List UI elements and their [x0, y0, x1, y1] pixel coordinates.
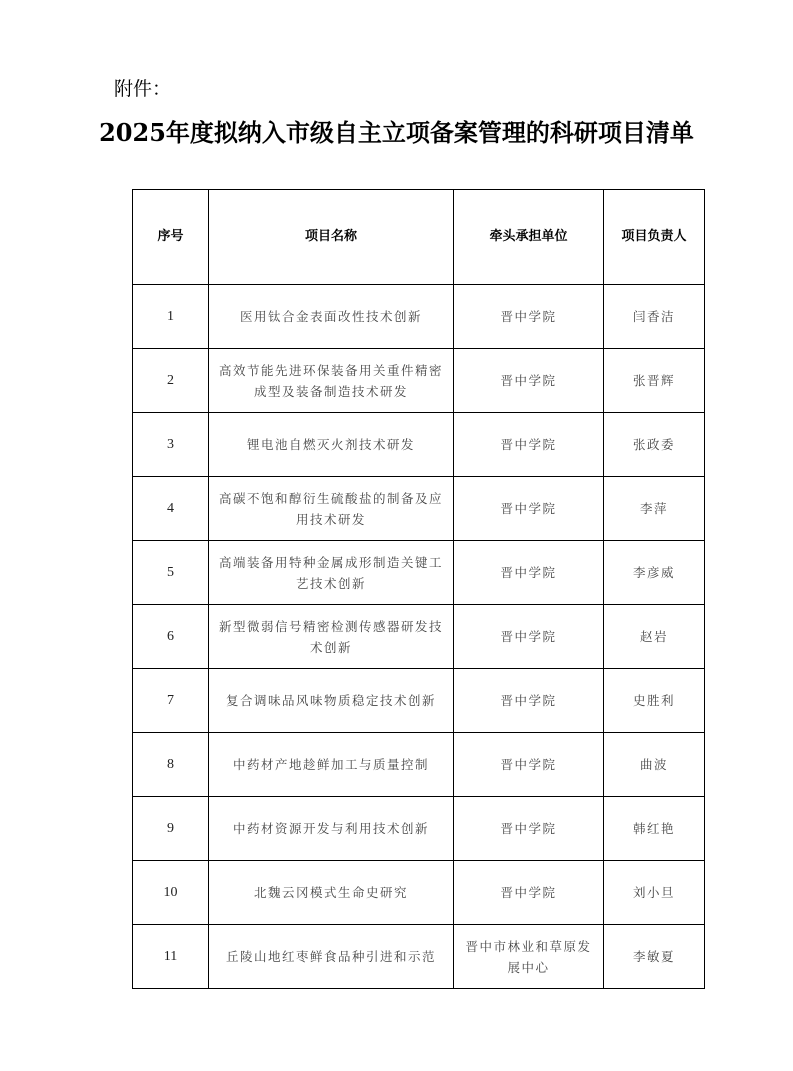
cell-lead-person: 赵岩 [604, 605, 705, 669]
cell-project-name: 新型微弱信号精密检测传感器研发技术创新 [209, 605, 454, 669]
table-row [133, 797, 705, 861]
cell-lead-unit: 晋中学院 [454, 669, 604, 733]
table-header-row [133, 190, 705, 285]
table-row [133, 925, 705, 989]
cell-lead-person: 李萍 [604, 477, 705, 541]
cell-index: 2 [133, 349, 209, 413]
cell-lead-unit: 晋中学院 [454, 413, 604, 477]
table-row [133, 541, 705, 605]
cell-index: 7 [133, 669, 209, 733]
header-project-name: 项目名称 [209, 190, 454, 285]
cell-project-name: 高碳不饱和醇衍生硫酸盐的制备及应用技术研发 [209, 477, 454, 541]
cell-lead-person: 张晋辉 [604, 349, 705, 413]
cell-lead-unit: 晋中学院 [454, 285, 604, 349]
cell-lead-unit: 晋中学院 [454, 349, 604, 413]
table-row [133, 477, 705, 541]
table-row [133, 285, 705, 349]
cell-lead-person: 刘小旦 [604, 861, 705, 925]
cell-index: 11 [133, 925, 209, 989]
header-lead-person: 项目负责人 [604, 190, 705, 285]
cell-lead-person: 李敏夏 [604, 925, 705, 989]
cell-lead-unit: 晋中市林业和草原发展中心 [454, 925, 604, 989]
cell-lead-person: 闫香洁 [604, 285, 705, 349]
cell-lead-unit: 晋中学院 [454, 797, 604, 861]
cell-lead-person: 史胜利 [604, 669, 705, 733]
cell-lead-person: 韩红艳 [604, 797, 705, 861]
table-row [133, 669, 705, 733]
cell-project-name: 锂电池自燃灭火剂技术研发 [209, 413, 454, 477]
cell-project-name: 复合调味品风味物质稳定技术创新 [209, 669, 454, 733]
project-list-table [132, 189, 705, 989]
cell-lead-person: 张政委 [604, 413, 705, 477]
cell-lead-unit: 晋中学院 [454, 605, 604, 669]
table-row [133, 605, 705, 669]
cell-project-name: 丘陵山地红枣鲜食品种引进和示范 [209, 925, 454, 989]
table-row [133, 733, 705, 797]
cell-lead-unit: 晋中学院 [454, 541, 604, 605]
cell-project-name: 中药材产地趁鲜加工与质量控制 [209, 733, 454, 797]
cell-index: 10 [133, 861, 209, 925]
cell-lead-unit: 晋中学院 [454, 477, 604, 541]
cell-project-name: 医用钛合金表面改性技术创新 [209, 285, 454, 349]
table-body [133, 285, 705, 989]
cell-project-name: 高端装备用特种金属成形制造关键工艺技术创新 [209, 541, 454, 605]
header-lead-unit-label: 牵头承担单位 [489, 229, 568, 244]
cell-project-name: 中药材资源开发与利用技术创新 [209, 797, 454, 861]
cell-index: 6 [133, 605, 209, 669]
attachment-label: 附件： [114, 78, 172, 100]
cell-index: 5 [133, 541, 209, 605]
cell-lead-unit: 晋中学院 [454, 733, 604, 797]
cell-lead-person: 李彦威 [604, 541, 705, 605]
cell-index: 9 [133, 797, 209, 861]
cell-index: 1 [133, 285, 209, 349]
cell-project-name: 高效节能先进环保装备用关重件精密成型及装备制造技术研发 [209, 349, 454, 413]
cell-lead-unit: 晋中学院 [454, 861, 604, 925]
cell-lead-person: 曲波 [604, 733, 705, 797]
table-row [133, 349, 705, 413]
cell-index: 3 [133, 413, 209, 477]
cell-index: 4 [133, 477, 209, 541]
cell-project-name: 北魏云冈模式生命史研究 [209, 861, 454, 925]
cell-index: 8 [133, 733, 209, 797]
table-row [133, 861, 705, 925]
document-title: 2025年度拟纳入市级自主立项备案管理的科研项目清单 [99, 118, 694, 147]
header-index: 序号 [133, 190, 209, 285]
table-row [133, 413, 705, 477]
header-lead-unit [454, 190, 604, 285]
